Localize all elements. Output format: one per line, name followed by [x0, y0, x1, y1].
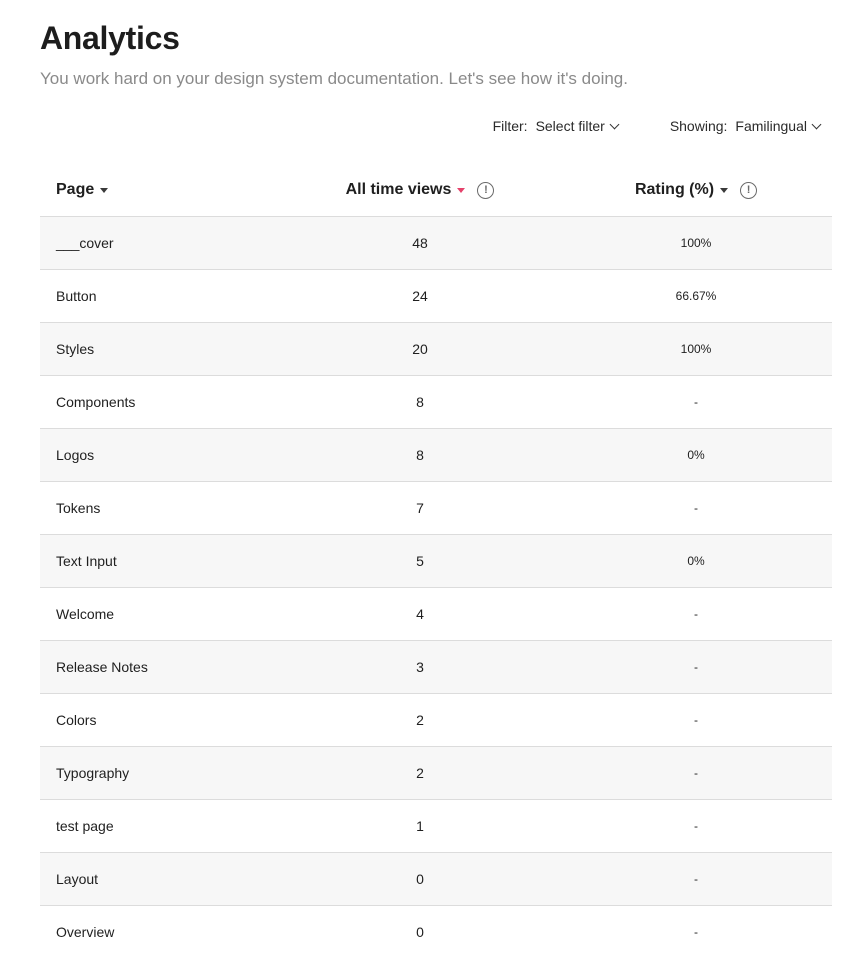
cell-rating: - [694, 501, 698, 515]
table-row[interactable] [40, 694, 832, 747]
cell-views: 8 [416, 394, 424, 410]
cell-views: 4 [416, 606, 424, 622]
cell-rating: 0% [687, 448, 705, 462]
cell-views: 7 [416, 500, 424, 516]
showing-value: Familingual [735, 118, 807, 134]
table-row[interactable] [40, 588, 832, 641]
cell-rating: - [694, 713, 698, 727]
cell-rating: - [694, 607, 698, 621]
cell-page: Button [56, 288, 97, 304]
cell-rating: 100% [680, 236, 712, 250]
table-row[interactable] [40, 800, 832, 853]
filter-dropdown[interactable] [493, 116, 618, 136]
table-row[interactable] [40, 270, 832, 323]
cell-views: 3 [416, 659, 424, 675]
table-row[interactable] [40, 323, 832, 376]
cell-page: Overview [56, 924, 115, 940]
cell-views: 1 [416, 818, 424, 834]
chevron-down-icon [609, 119, 619, 129]
cell-views: 0 [416, 924, 424, 940]
cell-page: Welcome [56, 606, 115, 622]
cell-views: 2 [416, 765, 424, 781]
column-header-views[interactable] [280, 181, 560, 199]
cell-rating: - [694, 819, 698, 833]
showing-dropdown[interactable] [670, 116, 820, 136]
caret-down-icon [457, 188, 465, 193]
column-label-page: Page [56, 181, 95, 198]
chevron-down-icon [812, 119, 822, 129]
column-label-views: All time views [345, 181, 452, 198]
filter-label: Filter: [492, 118, 528, 134]
cell-page: Logos [56, 447, 95, 463]
cell-views: 5 [416, 553, 424, 569]
cell-rating: 0% [687, 554, 705, 568]
cell-rating: 66.67% [675, 289, 717, 303]
cell-views: 2 [416, 712, 424, 728]
cell-rating: 100% [680, 342, 712, 356]
table-row[interactable] [40, 376, 832, 429]
cell-page: test page [56, 818, 114, 834]
cell-views: 8 [416, 447, 424, 463]
cell-views: 24 [412, 288, 428, 304]
cell-rating: - [694, 872, 698, 886]
cell-page: Components [56, 394, 136, 410]
cell-rating: - [694, 395, 698, 409]
cell-rating: - [694, 766, 698, 780]
cell-page: Release Notes [56, 659, 148, 675]
cell-page: Colors [56, 712, 97, 728]
table-body [40, 217, 832, 957]
page-title: Analytics [40, 20, 180, 56]
column-label-rating: Rating (%) [634, 181, 715, 198]
table-row[interactable] [40, 906, 832, 957]
analytics-table [40, 164, 832, 957]
table-row[interactable] [40, 429, 832, 482]
cell-views: 48 [412, 235, 428, 251]
column-header-page[interactable] [40, 181, 280, 199]
cell-rating: - [694, 660, 698, 674]
cell-page: ___cover [56, 235, 114, 251]
cell-page: Layout [56, 871, 99, 887]
table-row[interactable] [40, 747, 832, 800]
filter-value: Select filter [535, 118, 605, 134]
cell-rating: - [694, 925, 698, 939]
table-row[interactable] [40, 641, 832, 694]
table-row[interactable] [40, 482, 832, 535]
page-subtitle: You work hard on your design system documentation. Let's see how it's doing. [40, 69, 628, 88]
cell-views: 20 [412, 341, 428, 357]
cell-page: Typography [56, 765, 130, 781]
cell-page: Text Input [56, 553, 117, 569]
info-circle-icon[interactable]: ! [740, 182, 757, 199]
showing-label: Showing: [669, 118, 728, 134]
cell-views: 0 [416, 871, 424, 887]
table-row[interactable] [40, 853, 832, 906]
column-header-rating[interactable] [560, 181, 832, 199]
cell-page: Styles [56, 341, 95, 357]
table-row[interactable] [40, 535, 832, 588]
caret-down-icon [100, 188, 108, 193]
info-circle-icon[interactable]: ! [477, 182, 494, 199]
caret-down-icon [720, 188, 728, 193]
table-row[interactable] [40, 217, 832, 270]
filter-bar [493, 116, 820, 136]
table-header [40, 164, 832, 217]
cell-page: Tokens [56, 500, 101, 516]
